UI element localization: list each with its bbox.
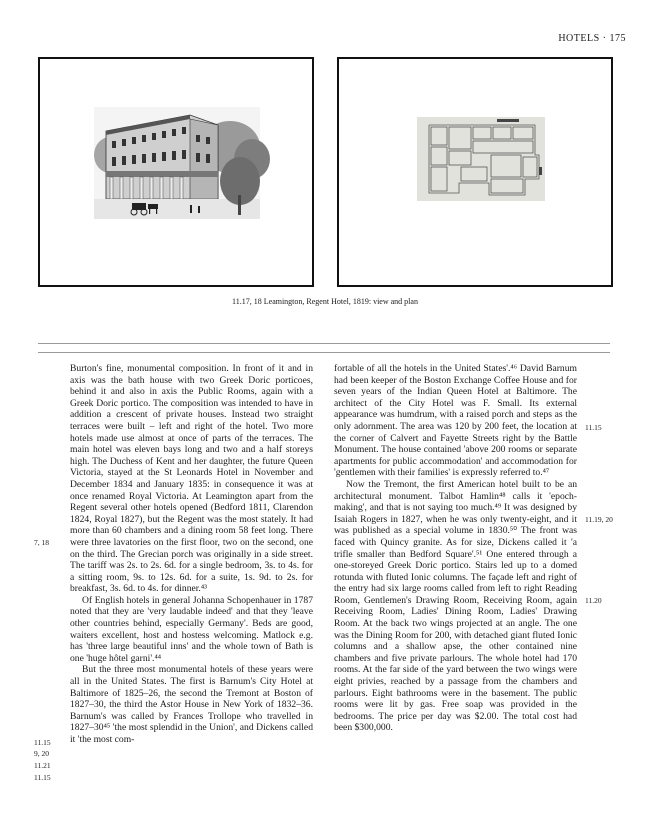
paragraph: But the three most monumental hotels of these years were all in the United States. The first is Barnum's City Hotel at Baltimore of 1825–26, the second the Tremont at Boston of 1827–30, the third the Astor House in New York of 1832–36. Barnum's was called by Frances Trollope who travelled in 1827–30⁴⁵ 'the most splendid in the Union', and Dickens called it 'the most com- (70, 664, 313, 745)
margin-reference: 11.15 (585, 423, 602, 432)
paragraph: fortable of all the hotels in the United States'.⁴⁶ David Barnum had been keeper of the Boston Exchange Coffee House and for seven years of the Indian Queen Hotel at Baltimore. The architect of the City Hotel was F. Small. Its external appearance was humdrum, with a raised porch and steps as the only adornment. The area was 120 by 200 feet, the location at the corner of Calvert and Fayette Streets right by the Battle Monument. The house contained 'above 200 rooms or separate apartments for public accommodation' and accommodation for 'gentlemen with their families' is expressly referred to.⁴⁷ (334, 363, 577, 479)
hotel-ground-plan (339, 59, 611, 285)
hotel-plan-plate (337, 57, 613, 287)
paragraph: Of English hotels in general Johanna Schopenhauer in 1787 noted that they are 'very laudable indeed' and that they 'leave other countries behind, especially Germany'. Beds are good, waiters excellent, host and hostess welcoming. Matlock e.g. has 'three large beautiful inns' and the whole town of Bath is one 'huge hôtel garni'.⁴⁴ (70, 594, 313, 664)
figure-caption: 11.17, 18 Leamington, Regent Hotel, 1819: view and plan (232, 297, 418, 306)
divider-rule (38, 352, 610, 353)
paragraph: Now the Tremont, the first American hotel built to be an architectural monument. Talbot Hamlin⁴⁸ calls it 'epoch-making', and that is not saying too much.⁴⁹ It was designed by Isaiah Rogers in 1827, when he was only twenty-eight, and it was published as a special volume in 1830.⁵⁰ The front was faced with Quincy granite. As for size, Dickens called it 'a trifle smaller than Bedford Square'.⁵¹ One entered through a one-storeyed Greek Doric portico. Stairs led up to a domed rotunda with fluted Ionic columns. The façade left and right of the entry had six large rooms called from left to right Reading Room, Gentlemen's Drawing Room, Receiving Room, again Receiving Room, Ladies' Dining Room, Ladies' Drawing Room. At the back two wings projected at an angle. The one was the Dining Room for 200, with detached giant fluted Ionic columns and a shallow apse, the other contained nine chambers and five private parlours. The whole hotel had 170 rooms. At the far side of the yard between the two wings were eight privies, reached by a passage from the chambers and parlours. Eight bathrooms were in the basement. The public rooms were lit by gas. Free soap was provided in the bedrooms. The price per day was $2.00. The total cost had been $300,000. (334, 478, 577, 734)
right-text-column (334, 363, 577, 734)
running-head: HOTELS · 175 (558, 33, 626, 44)
divider-rule (38, 343, 610, 344)
margin-reference: 11.15 (34, 773, 51, 782)
margin-reference: 11.20 (585, 596, 602, 605)
margin-reference: 7, 18 (34, 538, 49, 547)
paragraph: Burton's fine, monumental composition. In front of it and in axis was the bath house with two Greek Doric porticoes, behind it and also in axis the Public Rooms, again with a Greek Doric portico. The composition was intended to have in addition a crescent of private houses. Instead two straight terraces were built – left and right of the hotel. Two more hotels made use almost at once of parts of the terraces. The main hotel was eleven bays long and two and a half storeys high. The Duchess of Kent and her daughter, the future Queen Victoria, stayed at the St Leonards Hotel in November and December 1834 and January 1835: in consequence it was at once renamed Royal Victoria. At Leamington apart from the Regent several other hotels opened (Bedford 1811, Clarendon 1824, Royal 1827), but the Regent was the most stately. It had more than 60 chambers and a dining room 58 feet long. There were three lavatories on the first floor, two on the second, one on the third. The Grecian porch was originally in a side street. The tariff was 2s. to 2s. 6d. for a single bedroom, 3s. to 4s. for a sitting room, 9s. to 12s. 6d. for a suite, 1s. 9d. to 2s. for breakfast, 3s. 6d. to 4s. for dinner.⁴³ (70, 363, 313, 595)
margin-reference: 11.15 (34, 738, 51, 747)
left-text-column (70, 363, 313, 746)
hotel-engraving (40, 59, 312, 285)
margin-reference: 11.21 (34, 761, 51, 770)
margin-reference: 9, 20 (34, 749, 49, 758)
margin-reference: 11.19, 20 (585, 515, 613, 524)
hotel-view-plate (38, 57, 314, 287)
